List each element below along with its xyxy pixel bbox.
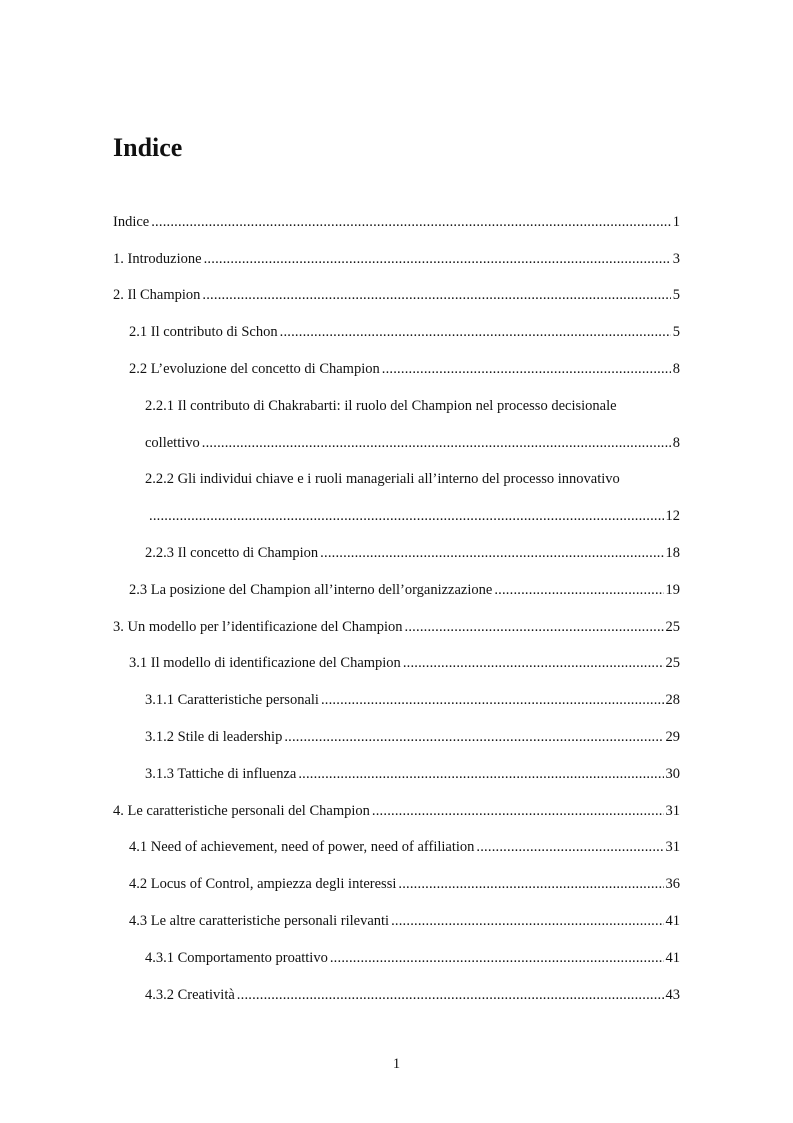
toc-entry-page: 1 (672, 214, 680, 230)
page-number: 1 (392, 1056, 401, 1072)
toc-entry[interactable] (145, 542, 680, 564)
toc-dot-leader (476, 836, 663, 858)
toc-entry-title: 2.3 La posizione del Champion all’interno dell’organizzazione (129, 582, 493, 598)
toc-entry[interactable] (129, 910, 680, 932)
toc-entry-page: 28 (665, 692, 680, 708)
toc-dot-leader (320, 542, 663, 564)
toc-dot-leader (202, 432, 671, 454)
toc-dot-leader (284, 726, 663, 748)
toc-dot-leader (204, 248, 671, 270)
toc-dot-leader (330, 947, 664, 969)
toc-entry-title-line1[interactable]: 2.2.1 Il contributo di Chakrabarti: il ruolo del Champion nel processo decisionale (145, 398, 617, 414)
toc-dot-leader (280, 321, 671, 343)
toc-entry-title: 4.3.1 Comportamento proattivo (145, 950, 328, 966)
toc-dot-leader (149, 505, 664, 527)
toc-dot-leader (298, 763, 663, 785)
toc-entry-title: 3. Un modello per l’identificazione del Champion (113, 619, 403, 635)
toc-entry-page: 19 (665, 582, 680, 598)
toc-entry-title: 4.2 Locus of Control, ampiezza degli interessi (129, 876, 397, 892)
toc-entry[interactable] (113, 248, 680, 270)
toc-dot-leader (382, 358, 671, 380)
toc-entry-title: 4. Le caratteristiche personali del Champion (113, 803, 370, 819)
toc-entry[interactable] (145, 984, 680, 1006)
toc-entry[interactable] (145, 432, 680, 454)
toc-entry[interactable] (113, 284, 680, 306)
toc-dot-leader (151, 211, 671, 233)
toc-entry-page: 5 (672, 287, 680, 303)
toc-entry[interactable] (129, 579, 680, 601)
toc-entry-page: 25 (665, 619, 680, 635)
toc-dot-leader (202, 284, 670, 306)
toc-entry[interactable] (145, 726, 680, 748)
toc-entry-page: 31 (665, 839, 680, 855)
toc-entry-page: 43 (665, 987, 680, 1003)
toc-entry-page: 18 (665, 545, 680, 561)
toc-entry-page: 12 (665, 508, 680, 524)
toc-entry[interactable] (145, 763, 680, 785)
toc-dot-leader (494, 579, 663, 601)
toc-dot-leader (321, 689, 664, 711)
toc-entry-title: collettivo (145, 435, 200, 451)
toc-entry-title: 3.1.1 Caratteristiche personali (145, 692, 319, 708)
toc-entry[interactable] (129, 358, 680, 380)
toc-entry-page: 36 (665, 876, 680, 892)
toc-dot-leader (372, 800, 664, 822)
toc-entry[interactable] (113, 800, 680, 822)
toc-entry[interactable] (113, 616, 680, 638)
toc-entry-title: 2. Il Champion (113, 287, 201, 303)
toc-entry-page: 25 (665, 655, 680, 671)
toc-entry[interactable] (129, 652, 680, 674)
toc-entry-page: 8 (672, 361, 680, 377)
toc-entry-title: 4.1 Need of achievement, need of power, need of affiliation (129, 839, 475, 855)
toc-entry[interactable] (145, 947, 680, 969)
toc-entry[interactable] (129, 836, 680, 858)
toc-entry-title: 3.1 Il modello di identificazione del Champion (129, 655, 401, 671)
toc-entry[interactable] (113, 211, 680, 233)
toc-entry-page: 3 (672, 251, 680, 267)
toc-entry-page: 29 (665, 729, 680, 745)
toc-entry-title: Indice (113, 214, 150, 230)
toc-entry-page: 5 (672, 324, 680, 340)
toc-entry-page: 8 (672, 435, 680, 451)
toc-entry-title: 4.3 Le altre caratteristiche personali rilevanti (129, 913, 390, 929)
toc-entry[interactable] (129, 321, 680, 343)
toc-entry-page: 30 (665, 766, 680, 782)
toc-entry-title: 2.2 L’evoluzione del concetto di Champion (129, 361, 380, 377)
toc-entry-title: 2.2.3 Il concetto di Champion (145, 545, 319, 561)
toc-entry-page: 41 (665, 913, 680, 929)
toc-entry-page: 41 (665, 950, 680, 966)
toc-entry-title-line1[interactable]: 2.2.2 Gli individui chiave e i ruoli manageriali all’interno del processo innovativo (145, 471, 620, 487)
toc-entry[interactable] (147, 505, 680, 527)
toc-entry-title: 3.1.3 Tattiche di influenza (145, 766, 297, 782)
toc-entry[interactable] (129, 873, 680, 895)
toc-dot-leader (237, 984, 664, 1006)
toc-entry[interactable] (145, 689, 680, 711)
toc-entry-title: 4.3.2 Creatività (145, 987, 235, 1003)
toc-entry-title: 3.1.2 Stile di leadership (145, 729, 283, 745)
toc-entry-title: 1. Introduzione (113, 251, 202, 267)
toc-dot-leader (403, 652, 664, 674)
page-title: Indice (113, 133, 183, 162)
toc-entry-page: 31 (665, 803, 680, 819)
toc-dot-leader (391, 910, 663, 932)
toc-entry-title: 2.1 Il contributo di Schon (129, 324, 278, 340)
toc-dot-leader (398, 873, 663, 895)
toc-dot-leader (405, 616, 664, 638)
